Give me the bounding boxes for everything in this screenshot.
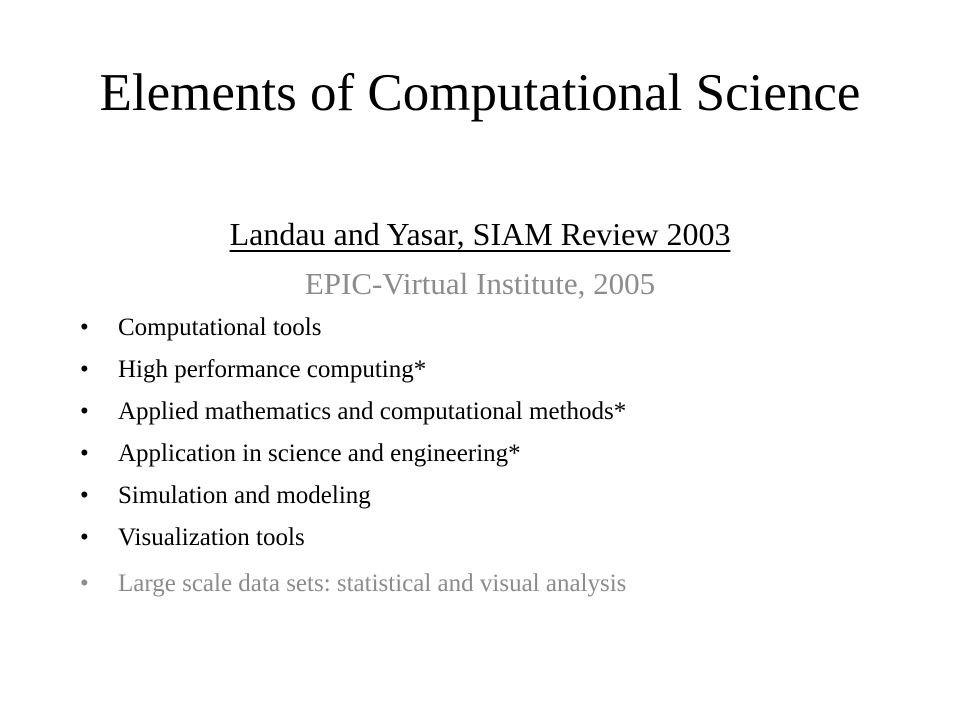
- bullet-text: Large scale data sets: statistical and visual analysis: [118, 570, 627, 597]
- bullet-icon: •: [80, 482, 89, 509]
- bullet-list: [80, 307, 910, 605]
- slide-subtitle: EPIC-Virtual Institute, 2005: [304, 266, 656, 301]
- bullet-text: Visualization tools: [118, 524, 305, 551]
- bullet-item: [80, 517, 910, 559]
- bullet-text: Simulation and modeling: [118, 482, 371, 509]
- citation-line: [80, 214, 880, 254]
- bullet-item: [80, 475, 910, 517]
- bullet-item: [80, 391, 910, 433]
- bullet-icon: •: [80, 398, 89, 425]
- bullet-item: [80, 307, 910, 349]
- bullet-item: [80, 349, 910, 391]
- bullet-item-muted: [80, 563, 910, 605]
- bullet-text: High performance computing*: [118, 356, 427, 383]
- citation-link[interactable]: Landau and Yasar, SIAM Review 2003: [229, 216, 731, 252]
- bullet-icon: •: [80, 440, 89, 467]
- bullet-icon: •: [80, 314, 89, 341]
- bullet-text: Computational tools: [118, 314, 322, 341]
- bullet-icon: •: [80, 570, 89, 597]
- bullet-text: Applied mathematics and computational methods*: [118, 398, 627, 425]
- bullet-icon: •: [80, 524, 89, 551]
- slide-title: Elements of Computational Science: [99, 64, 861, 122]
- bullet-icon: •: [80, 356, 89, 383]
- bullet-item: [80, 433, 910, 475]
- bullet-text: Application in science and engineering*: [118, 440, 521, 467]
